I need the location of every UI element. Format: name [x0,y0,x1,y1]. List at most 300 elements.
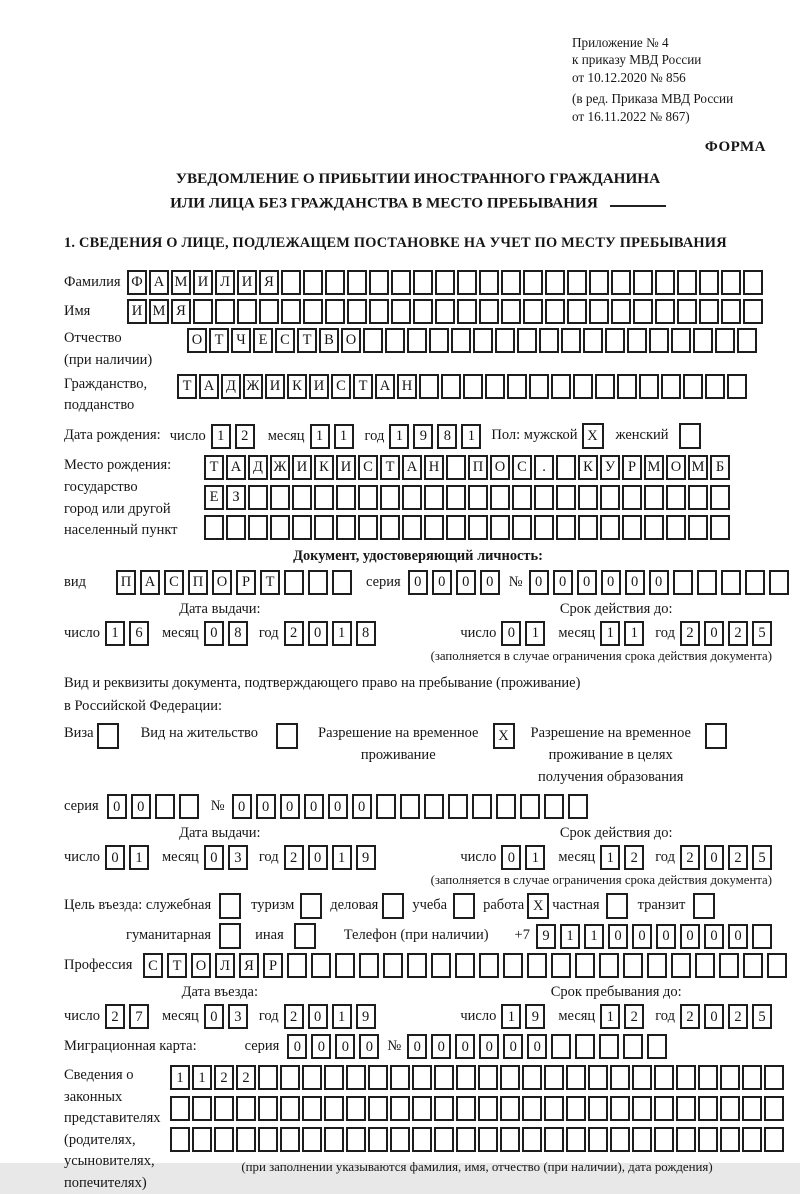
valid-month-cell[interactable]: 1 [624,621,644,646]
given-name-cell[interactable] [611,299,631,324]
representative-cell[interactable] [500,1065,520,1090]
issue-day-cell[interactable]: 1 [105,621,125,646]
birth-place-cell[interactable]: Н [424,455,444,480]
stay-valid-year-cell[interactable]: 2 [680,845,700,870]
birth-month-cell[interactable]: 1 [310,424,330,449]
valid-year-cell[interactable]: 0 [704,621,724,646]
given-name-cell[interactable] [655,299,675,324]
representative-cell[interactable] [566,1127,586,1152]
phone-cell[interactable]: 0 [656,924,676,949]
profession-cell[interactable] [503,953,523,978]
representative-cell[interactable] [368,1096,388,1121]
stay-valid-month-cell[interactable]: 1 [600,845,620,870]
representative-cell[interactable] [566,1065,586,1090]
birth-place-cell[interactable]: С [358,455,378,480]
given-name-cell[interactable] [435,299,455,324]
valid-month-cell[interactable]: 1 [600,621,620,646]
patronymic-cell[interactable]: О [187,328,207,353]
issue-month-cell[interactable]: 8 [228,621,248,646]
stay-doc-number-cell[interactable]: 0 [304,794,324,819]
business-checkbox[interactable] [382,893,404,919]
given-name-cell[interactable] [303,299,323,324]
birth-place-cell[interactable] [578,485,598,510]
representative-cell[interactable] [390,1065,410,1090]
stay-issue-day-cell[interactable]: 1 [129,845,149,870]
birth-place-cell[interactable] [204,515,224,540]
birth-place-cell[interactable] [468,485,488,510]
representative-cell[interactable] [522,1096,542,1121]
stay-doc-number-cell[interactable] [496,794,516,819]
doc-type-cell[interactable]: Р [236,570,256,595]
profession-cell[interactable] [359,953,379,978]
birth-place-cell[interactable] [622,515,642,540]
birth-place-cell[interactable]: Р [622,455,642,480]
migration-number-cell[interactable]: 0 [479,1034,499,1059]
doc-number-cell[interactable]: 0 [529,570,549,595]
citizenship-cell[interactable] [661,374,681,399]
patronymic-cell[interactable]: Т [297,328,317,353]
birth-place-cell[interactable]: Ж [270,455,290,480]
given-name-cell[interactable] [347,299,367,324]
representative-cell[interactable] [214,1096,234,1121]
doc-type-cell[interactable] [308,570,328,595]
temp-residence-checkbox[interactable]: X [493,723,515,749]
birth-place-cell[interactable]: М [644,455,664,480]
stay-doc-number-cell[interactable] [544,794,564,819]
citizenship-cell[interactable] [617,374,637,399]
representative-cell[interactable]: 1 [192,1065,212,1090]
entry-year-cell[interactable]: 1 [332,1004,352,1029]
doc-series-cell[interactable]: 0 [456,570,476,595]
stay-valid-year-cell[interactable]: 2 [728,845,748,870]
entry-day-cell[interactable]: 7 [129,1004,149,1029]
patronymic-cell[interactable] [429,328,449,353]
representative-cell[interactable] [522,1065,542,1090]
citizenship-cell[interactable] [551,374,571,399]
birth-place-cell[interactable] [710,485,730,510]
given-name-cell[interactable] [699,299,719,324]
birth-place-cell[interactable] [248,485,268,510]
citizenship-cell[interactable]: Т [177,374,197,399]
given-name-cell[interactable] [369,299,389,324]
given-name-cell[interactable] [589,299,609,324]
surname-cell[interactable]: М [171,270,191,295]
representative-cell[interactable] [764,1065,784,1090]
profession-cell[interactable] [743,953,763,978]
birth-day-cell[interactable]: 1 [211,424,231,449]
given-name-cell[interactable] [215,299,235,324]
representative-cell[interactable] [478,1065,498,1090]
given-name-cell[interactable] [743,299,763,324]
given-name-cell[interactable]: И [127,299,147,324]
surname-cell[interactable] [457,270,477,295]
representative-cell[interactable] [324,1065,344,1090]
surname-cell[interactable] [369,270,389,295]
given-name-cell[interactable] [633,299,653,324]
birth-place-cell[interactable] [270,485,290,510]
doc-number-cell[interactable] [721,570,741,595]
residence-permit-checkbox[interactable] [276,723,298,749]
representative-cell[interactable] [698,1096,718,1121]
birth-place-cell[interactable]: С [512,455,532,480]
citizenship-cell[interactable] [441,374,461,399]
entry-year-cell[interactable]: 9 [356,1004,376,1029]
profession-cell[interactable]: Л [215,953,235,978]
representative-cell[interactable] [412,1096,432,1121]
surname-cell[interactable]: Ф [127,270,147,295]
doc-series-cell[interactable]: 0 [408,570,428,595]
birth-place-cell[interactable] [402,515,422,540]
patronymic-cell[interactable] [693,328,713,353]
phone-cell[interactable]: 0 [704,924,724,949]
representative-cell[interactable] [434,1096,454,1121]
patronymic-cell[interactable] [583,328,603,353]
surname-cell[interactable]: А [149,270,169,295]
birth-place-cell[interactable] [336,485,356,510]
surname-cell[interactable] [677,270,697,295]
stay-doc-number-cell[interactable]: 0 [352,794,372,819]
birth-year-cell[interactable]: 8 [437,424,457,449]
phone-cell[interactable]: 0 [608,924,628,949]
representative-cell[interactable] [676,1065,696,1090]
given-name-cell[interactable] [479,299,499,324]
doc-number-cell[interactable]: 0 [553,570,573,595]
profession-cell[interactable] [335,953,355,978]
representative-cell[interactable]: 2 [214,1065,234,1090]
representative-cell[interactable] [236,1096,256,1121]
representative-cell[interactable] [632,1096,652,1121]
patronymic-cell[interactable] [649,328,669,353]
profession-cell[interactable] [575,953,595,978]
stay-issue-year-cell[interactable]: 0 [308,845,328,870]
given-name-cell[interactable] [721,299,741,324]
birth-year-cell[interactable]: 1 [389,424,409,449]
profession-cell[interactable] [287,953,307,978]
stay-doc-series-cell[interactable] [155,794,175,819]
issue-year-cell[interactable]: 1 [332,621,352,646]
profession-cell[interactable] [599,953,619,978]
representative-cell[interactable] [654,1127,674,1152]
issue-day-cell[interactable]: 6 [129,621,149,646]
birth-place-cell[interactable] [688,515,708,540]
citizenship-cell[interactable] [639,374,659,399]
birth-place-cell[interactable]: Т [204,455,224,480]
birth-place-cell[interactable] [402,485,422,510]
surname-cell[interactable] [347,270,367,295]
stay-doc-number-cell[interactable] [472,794,492,819]
representative-cell[interactable] [720,1127,740,1152]
given-name-cell[interactable]: М [149,299,169,324]
representative-cell[interactable] [610,1096,630,1121]
valid-year-cell[interactable]: 5 [752,621,772,646]
representative-cell[interactable] [412,1065,432,1090]
citizenship-cell[interactable]: К [287,374,307,399]
surname-cell[interactable] [523,270,543,295]
patronymic-cell[interactable]: Ч [231,328,251,353]
representative-cell[interactable] [698,1065,718,1090]
birth-place-cell[interactable] [446,485,466,510]
surname-cell[interactable] [435,270,455,295]
representative-cell[interactable] [302,1065,322,1090]
citizenship-cell[interactable] [705,374,725,399]
representative-cell[interactable] [214,1127,234,1152]
migration-series-cell[interactable]: 0 [287,1034,307,1059]
phone-cell[interactable]: 0 [728,924,748,949]
representative-cell[interactable] [676,1096,696,1121]
phone-cell[interactable]: 9 [536,924,556,949]
doc-type-cell[interactable]: С [164,570,184,595]
profession-cell[interactable] [695,953,715,978]
doc-number-cell[interactable]: 0 [649,570,669,595]
representative-cell[interactable] [544,1127,564,1152]
birth-place-cell[interactable] [600,515,620,540]
birth-place-cell[interactable] [578,515,598,540]
representative-cell[interactable] [588,1065,608,1090]
birth-place-cell[interactable] [292,485,312,510]
phone-cell[interactable]: 0 [680,924,700,949]
profession-cell[interactable] [311,953,331,978]
representative-cell[interactable] [434,1065,454,1090]
stay-until-month-cell[interactable]: 1 [600,1004,620,1029]
stay-doc-number-cell[interactable]: 0 [328,794,348,819]
representative-cell[interactable] [192,1096,212,1121]
birth-place-cell[interactable] [490,515,510,540]
representative-cell[interactable] [764,1096,784,1121]
study-checkbox[interactable] [453,893,475,919]
stay-doc-number-cell[interactable] [448,794,468,819]
representative-cell[interactable] [412,1127,432,1152]
birth-place-cell[interactable] [358,485,378,510]
given-name-cell[interactable]: Я [171,299,191,324]
stay-issue-month-cell[interactable]: 0 [204,845,224,870]
entry-day-cell[interactable]: 2 [105,1004,125,1029]
birth-place-cell[interactable]: Б [710,455,730,480]
migration-number-cell[interactable] [599,1034,619,1059]
birth-place-cell[interactable] [600,485,620,510]
representative-cell[interactable] [170,1096,190,1121]
entry-year-cell[interactable]: 0 [308,1004,328,1029]
given-name-cell[interactable] [391,299,411,324]
patronymic-cell[interactable]: В [319,328,339,353]
birth-place-cell[interactable] [468,515,488,540]
representative-cell[interactable] [302,1127,322,1152]
stay-doc-number-cell[interactable] [400,794,420,819]
representative-cell[interactable] [236,1127,256,1152]
representative-cell[interactable] [280,1096,300,1121]
surname-cell[interactable] [501,270,521,295]
given-name-cell[interactable] [501,299,521,324]
birth-year-cell[interactable]: 1 [461,424,481,449]
birth-place-cell[interactable] [666,485,686,510]
doc-type-cell[interactable]: П [188,570,208,595]
patronymic-cell[interactable] [605,328,625,353]
entry-month-cell[interactable]: 3 [228,1004,248,1029]
patronymic-cell[interactable] [561,328,581,353]
representative-cell[interactable] [544,1096,564,1121]
issue-year-cell[interactable]: 0 [308,621,328,646]
valid-day-cell[interactable]: 1 [525,621,545,646]
birth-place-cell[interactable] [556,455,576,480]
stay-issue-month-cell[interactable]: 3 [228,845,248,870]
profession-cell[interactable] [647,953,667,978]
surname-cell[interactable] [391,270,411,295]
phone-cell[interactable] [752,924,772,949]
given-name-cell[interactable] [237,299,257,324]
citizenship-cell[interactable]: И [265,374,285,399]
representative-cell[interactable] [588,1127,608,1152]
birth-place-cell[interactable] [622,485,642,510]
given-name-cell[interactable] [281,299,301,324]
birth-place-cell[interactable] [314,515,334,540]
profession-cell[interactable] [431,953,451,978]
representative-cell[interactable] [764,1127,784,1152]
stay-until-day-cell[interactable]: 9 [525,1004,545,1029]
given-name-cell[interactable] [259,299,279,324]
birth-place-cell[interactable]: И [336,455,356,480]
profession-cell[interactable] [407,953,427,978]
birth-place-cell[interactable]: Д [248,455,268,480]
stay-valid-month-cell[interactable]: 2 [624,845,644,870]
private-checkbox[interactable] [606,893,628,919]
representative-cell[interactable] [192,1127,212,1152]
representative-cell[interactable] [610,1065,630,1090]
citizenship-cell[interactable]: Ж [243,374,263,399]
migration-number-cell[interactable]: 0 [455,1034,475,1059]
given-name-cell[interactable] [325,299,345,324]
representative-cell[interactable] [544,1065,564,1090]
given-name-cell[interactable] [193,299,213,324]
stay-issue-year-cell[interactable]: 9 [356,845,376,870]
surname-cell[interactable] [721,270,741,295]
migration-number-cell[interactable]: 0 [527,1034,547,1059]
migration-number-cell[interactable]: 0 [503,1034,523,1059]
birth-place-cell[interactable] [556,485,576,510]
patronymic-cell[interactable]: О [341,328,361,353]
citizenship-cell[interactable] [485,374,505,399]
birth-place-cell[interactable]: У [600,455,620,480]
citizenship-cell[interactable] [683,374,703,399]
patronymic-cell[interactable] [715,328,735,353]
profession-cell[interactable] [479,953,499,978]
profession-cell[interactable] [719,953,739,978]
surname-cell[interactable] [567,270,587,295]
birth-place-cell[interactable]: И [292,455,312,480]
citizenship-cell[interactable] [529,374,549,399]
birth-place-cell[interactable] [358,515,378,540]
doc-number-cell[interactable] [697,570,717,595]
profession-cell[interactable]: О [191,953,211,978]
birth-place-cell[interactable]: К [578,455,598,480]
birth-place-cell[interactable] [644,515,664,540]
patronymic-cell[interactable] [737,328,757,353]
stay-doc-number-cell[interactable] [376,794,396,819]
representative-cell[interactable] [632,1127,652,1152]
citizenship-cell[interactable]: А [375,374,395,399]
representative-cell[interactable] [170,1127,190,1152]
entry-month-cell[interactable]: 0 [204,1004,224,1029]
surname-cell[interactable] [655,270,675,295]
stay-valid-year-cell[interactable]: 0 [704,845,724,870]
birth-place-cell[interactable]: П [468,455,488,480]
representative-cell[interactable] [522,1127,542,1152]
doc-number-cell[interactable]: 0 [577,570,597,595]
birth-place-cell[interactable] [534,515,554,540]
patronymic-cell[interactable] [671,328,691,353]
representative-cell[interactable] [742,1127,762,1152]
birth-place-cell[interactable]: К [314,455,334,480]
citizenship-cell[interactable] [595,374,615,399]
representative-cell[interactable] [742,1065,762,1090]
patronymic-cell[interactable] [451,328,471,353]
doc-type-cell[interactable] [332,570,352,595]
birth-place-cell[interactable] [446,515,466,540]
phone-cell[interactable]: 0 [632,924,652,949]
representative-cell[interactable] [676,1127,696,1152]
stay-until-year-cell[interactable]: 5 [752,1004,772,1029]
stay-doc-series-cell[interactable] [179,794,199,819]
patronymic-cell[interactable] [385,328,405,353]
stay-issue-day-cell[interactable]: 0 [105,845,125,870]
doc-type-cell[interactable]: А [140,570,160,595]
citizenship-cell[interactable]: А [199,374,219,399]
citizenship-cell[interactable]: Д [221,374,241,399]
surname-cell[interactable] [325,270,345,295]
birth-place-cell[interactable] [556,515,576,540]
stay-doc-number-cell[interactable] [520,794,540,819]
representative-cell[interactable] [456,1127,476,1152]
profession-cell[interactable]: Я [239,953,259,978]
stay-doc-number-cell[interactable] [424,794,444,819]
profession-cell[interactable] [527,953,547,978]
citizenship-cell[interactable] [419,374,439,399]
doc-series-cell[interactable]: 0 [480,570,500,595]
valid-year-cell[interactable]: 2 [680,621,700,646]
migration-series-cell[interactable]: 0 [359,1034,379,1059]
profession-cell[interactable] [671,953,691,978]
surname-cell[interactable]: Л [215,270,235,295]
given-name-cell[interactable] [567,299,587,324]
representative-cell[interactable] [500,1096,520,1121]
citizenship-cell[interactable] [463,374,483,399]
transit-checkbox[interactable] [693,893,715,919]
migration-number-cell[interactable] [647,1034,667,1059]
stay-doc-number-cell[interactable]: 0 [232,794,252,819]
birth-place-cell[interactable] [512,485,532,510]
representative-cell[interactable] [456,1065,476,1090]
doc-type-cell[interactable]: П [116,570,136,595]
representative-cell[interactable] [302,1096,322,1121]
representative-cell[interactable] [720,1065,740,1090]
migration-number-cell[interactable] [551,1034,571,1059]
representative-cell[interactable] [390,1127,410,1152]
stay-doc-number-cell[interactable]: 0 [280,794,300,819]
representative-cell[interactable] [280,1127,300,1152]
migration-number-cell[interactable]: 0 [431,1034,451,1059]
citizenship-cell[interactable]: Т [353,374,373,399]
representative-cell[interactable] [434,1127,454,1152]
doc-number-cell[interactable]: 0 [625,570,645,595]
citizenship-cell[interactable]: С [331,374,351,399]
surname-cell[interactable] [479,270,499,295]
phone-cell[interactable]: 1 [584,924,604,949]
birth-place-cell[interactable] [380,515,400,540]
patronymic-cell[interactable]: Т [209,328,229,353]
doc-type-cell[interactable] [284,570,304,595]
stay-issue-year-cell[interactable]: 2 [284,845,304,870]
surname-cell[interactable] [633,270,653,295]
migration-series-cell[interactable]: 0 [311,1034,331,1059]
doc-number-cell[interactable] [745,570,765,595]
